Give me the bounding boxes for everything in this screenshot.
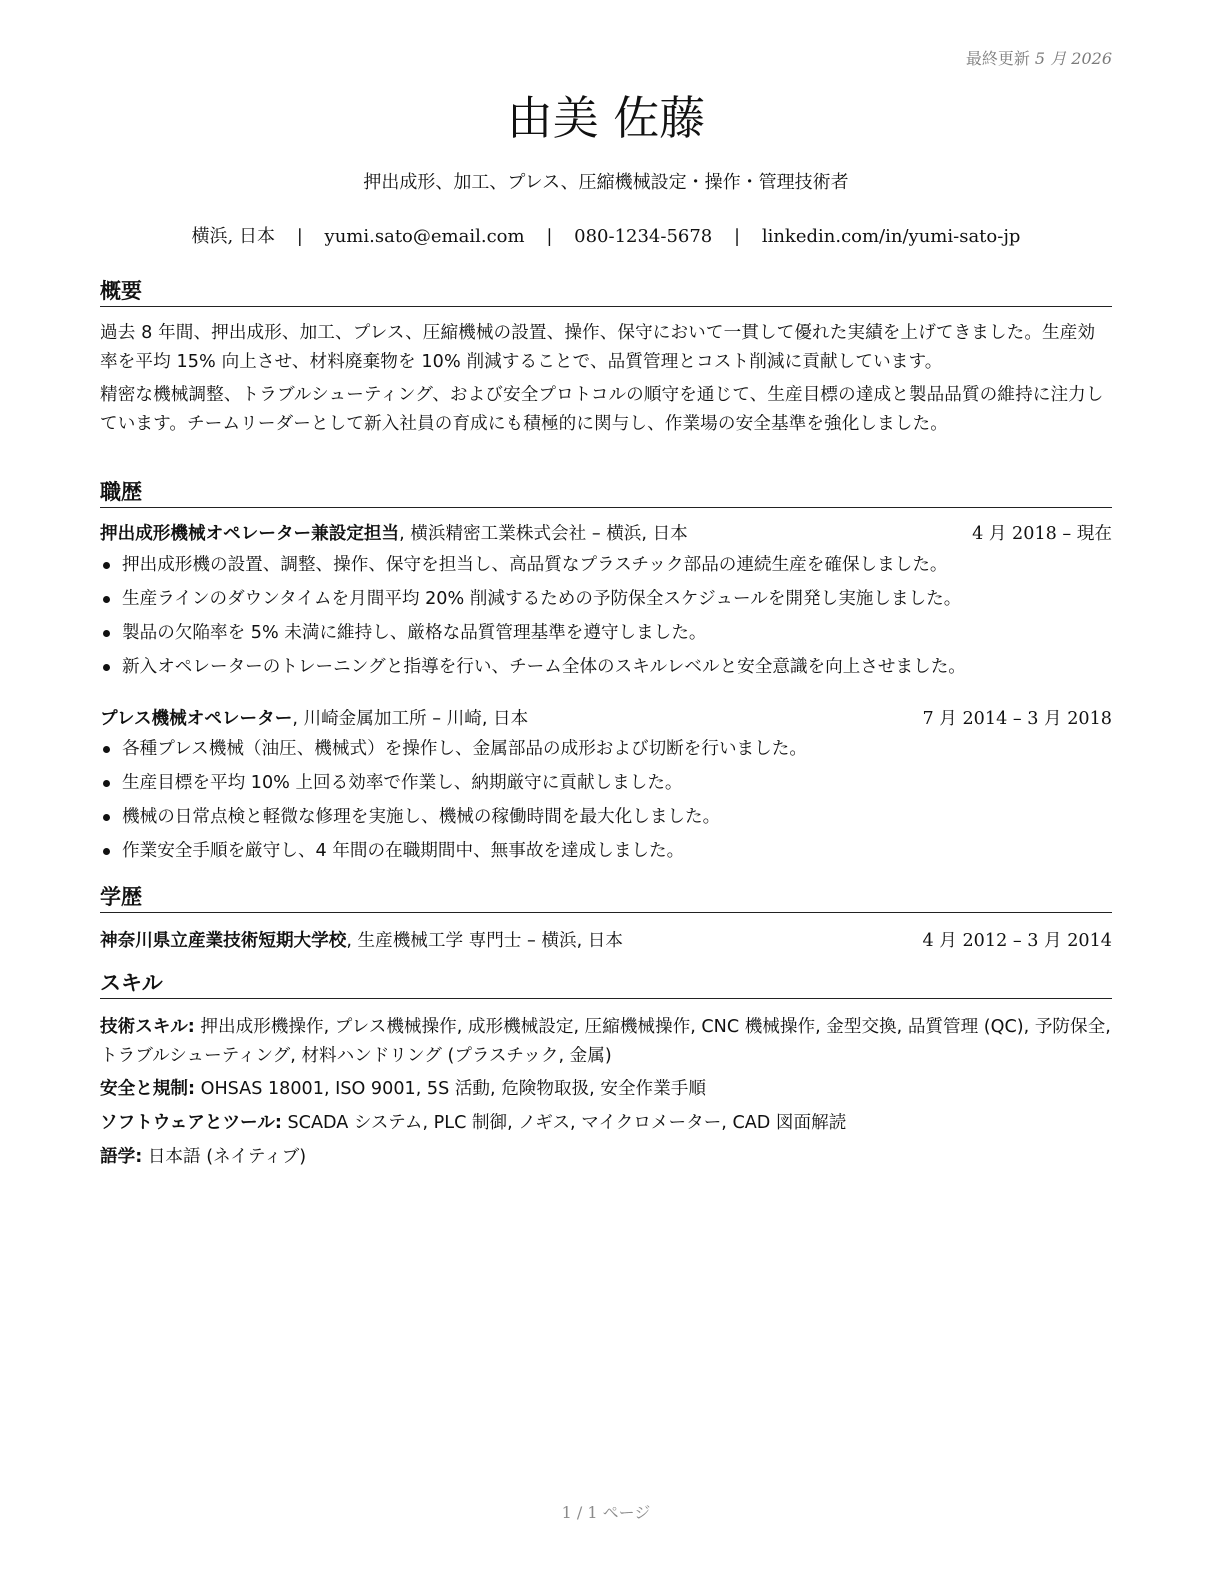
job-bullets [100, 732, 1112, 868]
skill-label: 技術スキル: [100, 1017, 195, 1037]
last-updated-value: 5 月 2026 [1034, 49, 1112, 68]
last-updated [966, 46, 1112, 69]
skill-group [100, 1075, 1116, 1104]
section-title-skills: スキル [100, 969, 1112, 999]
page-number: 1 / 1 ページ [561, 1503, 651, 1522]
last-updated-label: 最終更新 [965, 49, 1030, 68]
skill-label: 安全と規制: [100, 1079, 196, 1099]
job-header [100, 520, 1112, 548]
job-bullets [100, 548, 1112, 684]
job-role: プレス機械オペレーター [100, 709, 293, 729]
contact-separator: | [296, 226, 303, 247]
skill-label: ソフトウェアとツール: [100, 1113, 282, 1133]
job-bullet: 各種プレス機械（油圧、機械式）を操作し、金属部品の成形および切断を行いました。 [100, 732, 1112, 766]
skill-value: OHSAS 18001, ISO 9001, 5S 活動, 危険物取扱, 安全作業手順 [195, 1079, 706, 1099]
job-org: , 横浜精密工業株式会社 – 横浜, 日本 [399, 524, 688, 544]
skill-value: 日本語 (ネイティブ) [142, 1147, 307, 1167]
section-title-summary: 概要 [100, 277, 1112, 307]
contact-linkedin[interactable]: linkedin.com/in/yumi-sato-jp [761, 226, 1021, 247]
resume-page [100, 0, 1112, 1584]
summary-paragraph: 精密な機械調整、トラブルシューティング、および安全プロトコルの順守を通じて、生産目標の達成と製品品質の維持に注力しています。チームリーダーとして新入社員の育成にも積極的に関与し、作業場の安全基準を強化しました。 [100, 385, 1104, 434]
job-title-line [100, 705, 528, 733]
skill-group [100, 1109, 1116, 1138]
contact-separator: | [546, 226, 553, 247]
education-entry [100, 927, 1112, 955]
candidate-headline: 押出成形、加工、プレス、圧縮機械設定・操作・管理技術者 [363, 172, 849, 193]
job-title-line [100, 520, 688, 548]
skill-label: 語学: [100, 1147, 143, 1167]
education-line [100, 927, 623, 955]
job-bullet: 生産ラインのダウンタイムを月間平均 20% 削減するための予防保全スケジュールを開発し実施しました。 [100, 582, 1112, 616]
summary-paragraph: 過去 8 年間、押出成形、加工、プレス、圧縮機械の設置、操作、保守において一貫して優れた実績を上げてきました。生産効率を平均 15% 向上させ、材料廃棄物を 10% 削減することで、品質管理とコスト削減に貢献しています。 [100, 323, 1096, 372]
job-bullet: 機械の日常点検と軽微な修理を実施し、機械の稼働時間を最大化しました。 [100, 800, 1112, 834]
job-org: , 川崎金属加工所 – 川崎, 日本 [292, 709, 529, 729]
job-bullet: 作業安全手順を厳守し、4 年間の在職期間中、無事故を達成しました。 [100, 834, 1112, 868]
job-bullet: 生産目標を平均 10% 上回る効率で作業し、納期厳守に貢献しました。 [100, 766, 1112, 800]
skill-value: 押出成形機操作, プレス機械操作, 成形機械設定, 圧縮機械操作, CNC 機械操作, 金型交換, 品質管理 (QC), 予防保全, トラブルシューティング, 材料ハンドリング (プラスチック, 金属) [100, 1017, 1111, 1066]
skill-group [100, 1013, 1116, 1071]
job-bullet: 押出成形機の設置、調整、操作、保守を担当し、高品質なプラスチック部品の連続生産を確保しました。 [100, 548, 1112, 582]
education-school: 神奈川県立産業技術短期大学校 [100, 931, 347, 951]
contact-line [100, 224, 1112, 250]
section-title-education: 学歴 [100, 883, 1112, 913]
education-detail: , 生産機械工学 専門士 – 横浜, 日本 [346, 931, 623, 951]
candidate-name: 由美 佐藤 [506, 91, 706, 145]
job-dates: 7 月 2014 – 3 月 2018 [922, 709, 1112, 729]
job-dates: 4 月 2018 – 現在 [972, 524, 1112, 544]
skill-value: SCADA システム, PLC 制御, ノギス, マイクロメーター, CAD 図面解読 [281, 1113, 847, 1133]
contact-separator: | [734, 226, 741, 247]
contact-email[interactable]: yumi.sato@email.com [324, 226, 525, 247]
contact-phone[interactable]: 080-1234-5678 [574, 226, 713, 247]
skill-group [100, 1143, 1116, 1172]
job-bullet: 製品の欠陥率を 5% 未満に維持し、厳格な品質管理基準を遵守しました。 [100, 616, 1112, 650]
job-header [100, 705, 1112, 733]
contact-location: 横浜, 日本 [191, 226, 275, 247]
section-title-experience: 職歴 [100, 478, 1112, 508]
education-dates: 4 月 2012 – 3 月 2014 [922, 931, 1112, 951]
job-bullet: 新入オペレーターのトレーニングと指導を行い、チーム全体のスキルレベルと安全意識を向上させました。 [100, 650, 1112, 684]
job-role: 押出成形機械オペレーター兼設定担当 [100, 524, 400, 544]
